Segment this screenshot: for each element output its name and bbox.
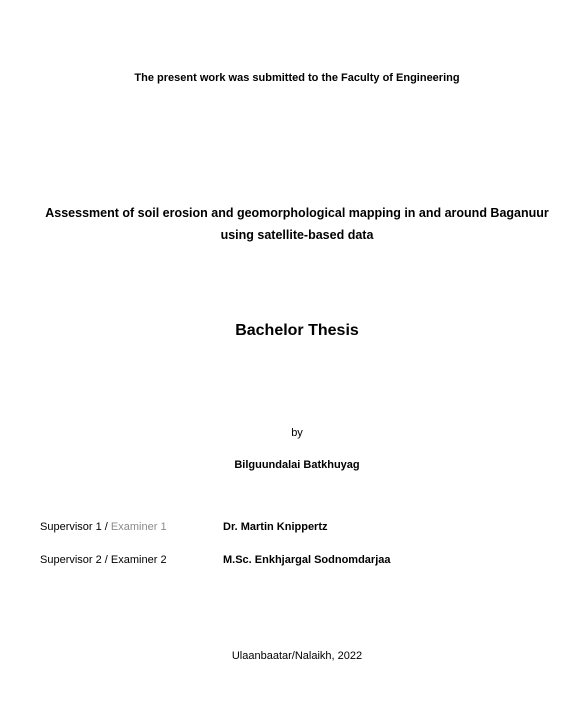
supervisor-row-2	[40, 554, 540, 570]
thesis-title-line-2: using satellite-based data	[220, 228, 374, 242]
by-label: by	[291, 427, 303, 439]
place-and-date: Ulaanbaatar/Nalaikh, 2022	[231, 650, 363, 662]
supervisor-name-2: M.Sc. Enkhjargal Sodnomdarjaa	[223, 554, 391, 566]
supervisor-role-1	[40, 521, 167, 533]
submission-note: The present work was submitted to the Faculty of Engineering	[134, 72, 460, 84]
thesis-title	[8, 202, 578, 246]
supervisor-role-2-suffix: Examiner 2	[110, 554, 167, 566]
thesis-type-heading: Bachelor Thesis	[235, 322, 359, 339]
supervisor-role-2	[40, 554, 167, 566]
author-name: Bilguundalai Batkhuyag	[234, 459, 360, 471]
supervisor-role-2-prefix: Supervisor 2 /	[40, 554, 111, 566]
supervisor-name-1: Dr. Martin Knippertz	[223, 521, 328, 533]
supervisor-role-1-suffix: Examiner 1	[110, 521, 167, 533]
supervisor-role-1-prefix: Supervisor 1 /	[40, 521, 111, 533]
supervisor-row-1	[40, 521, 540, 537]
thesis-title-line-1: Assessment of soil erosion and geomorphological mapping in and around Baganuur	[45, 206, 549, 220]
